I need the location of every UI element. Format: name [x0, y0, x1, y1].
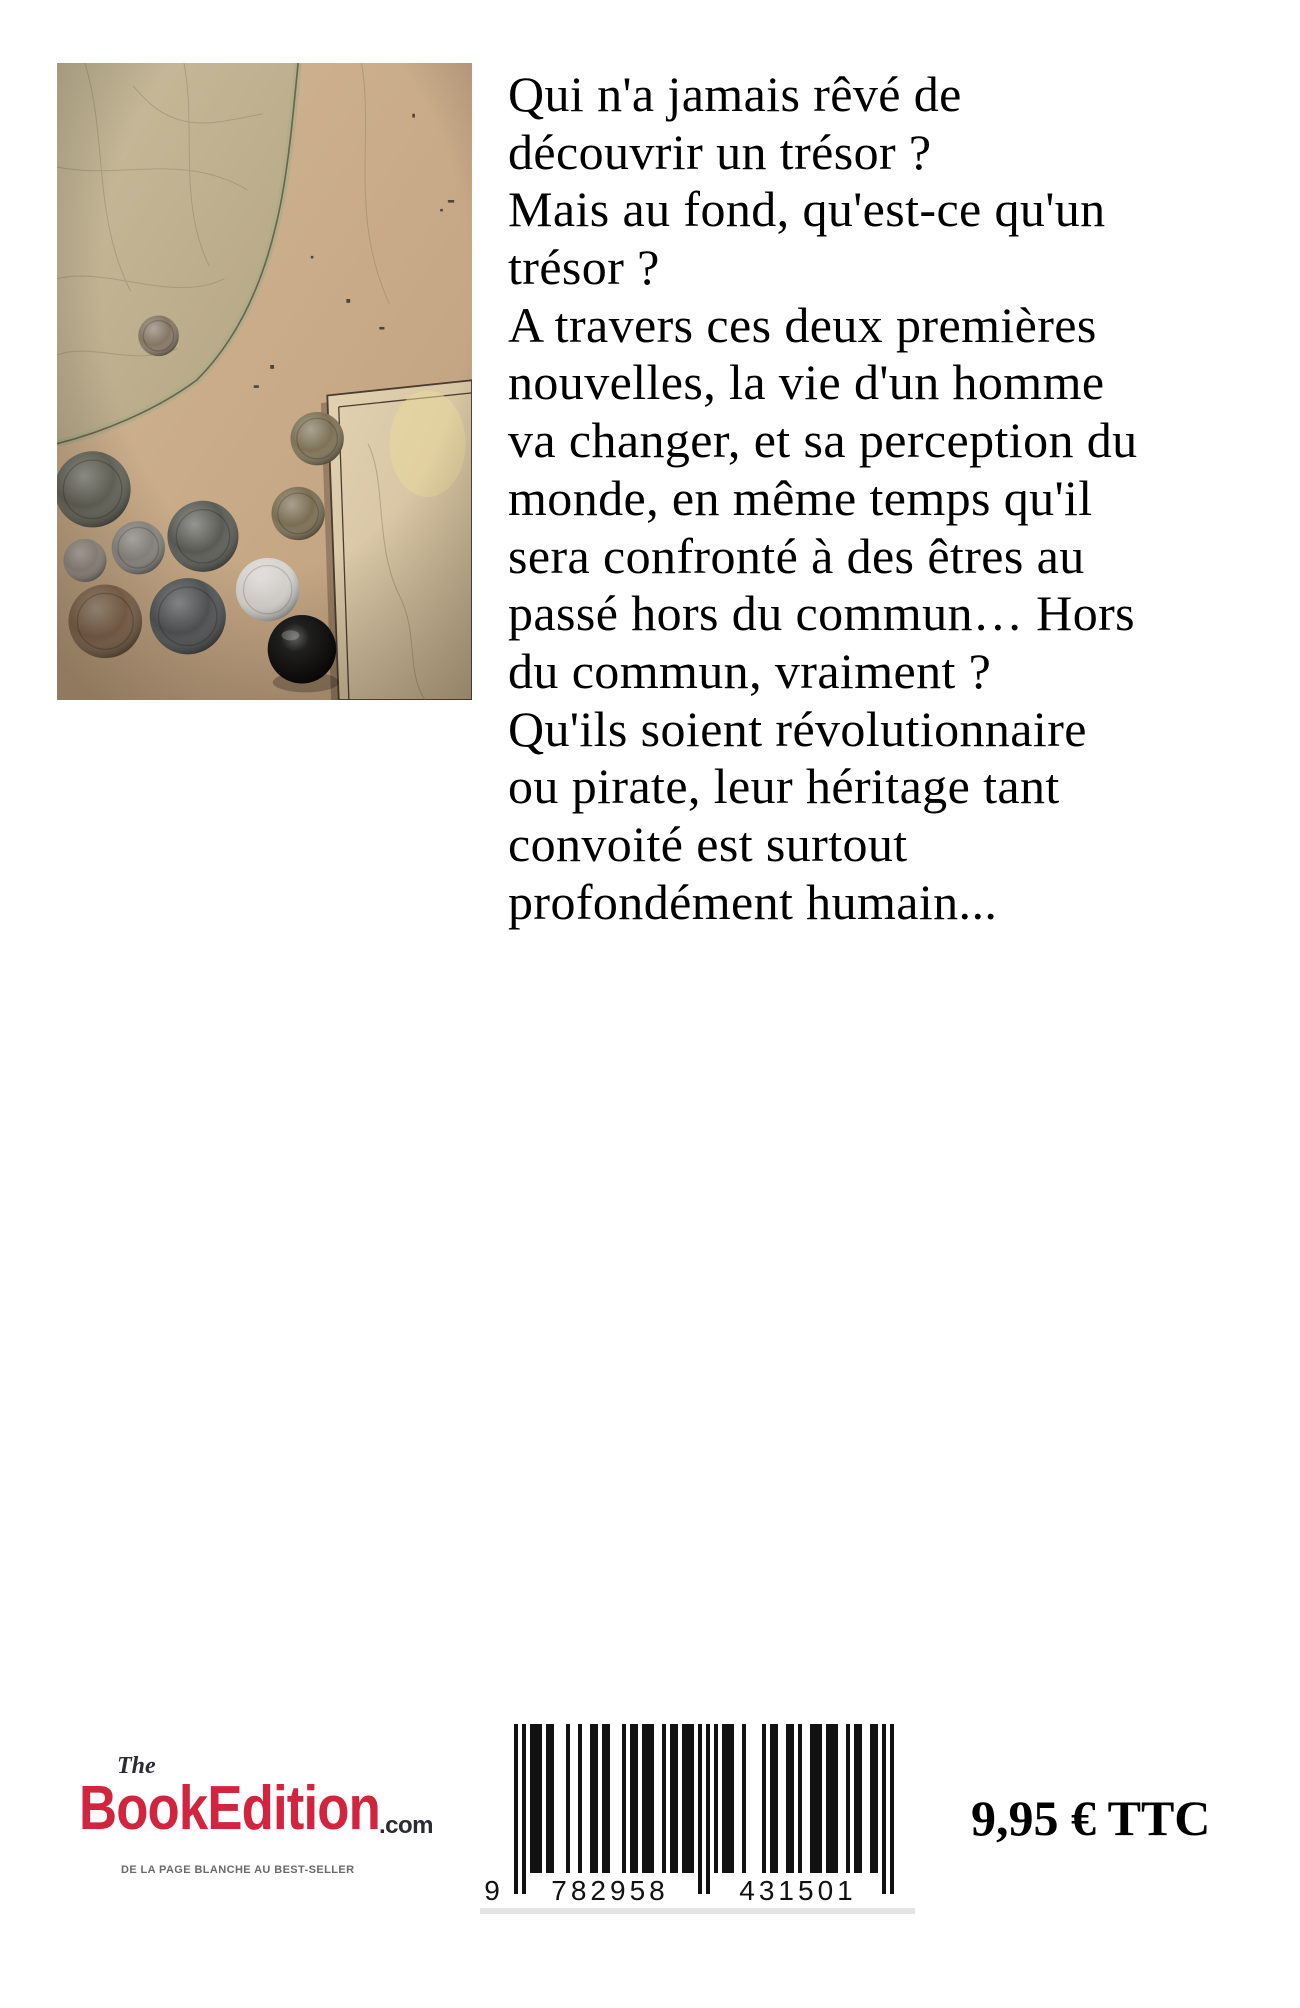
publisher-logo	[79, 1752, 449, 1887]
barcode-bar	[810, 1724, 822, 1873]
blurb-line: Qu'ils soient révolutionnaire	[508, 700, 1087, 757]
blurb-line: nouvelles, la vie d'un homme	[508, 354, 1105, 411]
barcode-bar	[854, 1724, 862, 1873]
photo-vignette	[57, 63, 472, 700]
barcode-bar	[622, 1724, 626, 1873]
barcode-bar	[662, 1724, 666, 1873]
barcode-bar	[530, 1724, 542, 1873]
blurb-line: Mais au fond, qu'est-ce qu'un	[508, 181, 1106, 238]
blurb-line: monde, en même temps qu'il	[508, 469, 1093, 526]
blurb-line: Qui n'a jamais rêvé de	[508, 66, 962, 122]
barcode-bar	[870, 1724, 878, 1873]
barcode-underline	[480, 1908, 915, 1914]
blurb-line: A travers ces deux premières	[508, 296, 1097, 353]
barcode-guard-bar	[698, 1724, 702, 1894]
barcode-bar	[786, 1724, 794, 1873]
barcode-bar	[714, 1724, 718, 1873]
blurb-line: ou pirate, leur héritage tant	[508, 758, 1060, 815]
barcode-bar	[602, 1724, 610, 1873]
barcode-bar	[682, 1724, 694, 1873]
blurb-line: du commun, vraiment ?	[508, 642, 992, 699]
logo-name: BookEdition	[79, 1774, 380, 1843]
barcode-right-digits: 431501	[739, 1875, 857, 1906]
barcode-bar	[566, 1724, 570, 1873]
barcode-bar	[670, 1724, 678, 1873]
barcode-bar	[578, 1724, 582, 1873]
barcode-left-digits: 782958	[551, 1875, 669, 1906]
blurb-line: profondément humain...	[508, 873, 998, 930]
back-cover-blurb	[508, 66, 1268, 931]
barcode-bar	[846, 1724, 850, 1873]
barcode-graphic	[480, 1720, 915, 1908]
barcode-bar	[742, 1724, 746, 1873]
blurb-line: convoité est surtout	[508, 815, 908, 872]
barcode-bar	[722, 1724, 734, 1873]
barcode-bar	[770, 1724, 778, 1873]
blurb-line: passé hors du commun… Hors	[508, 585, 1136, 642]
blurb-line: trésor ?	[508, 239, 660, 296]
logo-the: The	[117, 1753, 156, 1779]
barcode-first-digit: 9	[484, 1875, 504, 1906]
barcode-bar	[630, 1724, 638, 1873]
barcode-bar	[762, 1724, 766, 1873]
logo-domain: .com	[379, 1812, 434, 1839]
isbn-barcode	[480, 1720, 915, 1908]
barcode-bar	[590, 1724, 598, 1873]
barcode-bar	[798, 1724, 802, 1873]
barcode-bar	[546, 1724, 554, 1873]
barcode-guard-bar	[882, 1724, 886, 1894]
blurb-line: va changer, et sa perception du	[508, 412, 1138, 469]
cover-photo	[57, 63, 472, 700]
blurb-line: sera confronté à des êtres au	[508, 527, 1085, 584]
barcode-guard-bar	[522, 1724, 526, 1894]
barcode-bar	[826, 1724, 838, 1873]
price-label: 9,95 € TTC	[971, 1790, 1211, 1846]
barcode-guard-bar	[890, 1724, 894, 1894]
barcode-guard-bar	[514, 1724, 518, 1894]
barcode-bars	[514, 1724, 894, 1894]
blurb-line: découvrir un trésor ?	[508, 123, 932, 180]
logo-tagline: DE LA PAGE BLANCHE AU BEST-SELLER	[121, 1864, 355, 1876]
barcode-bar	[642, 1724, 654, 1873]
barcode-guard-bar	[706, 1724, 710, 1894]
